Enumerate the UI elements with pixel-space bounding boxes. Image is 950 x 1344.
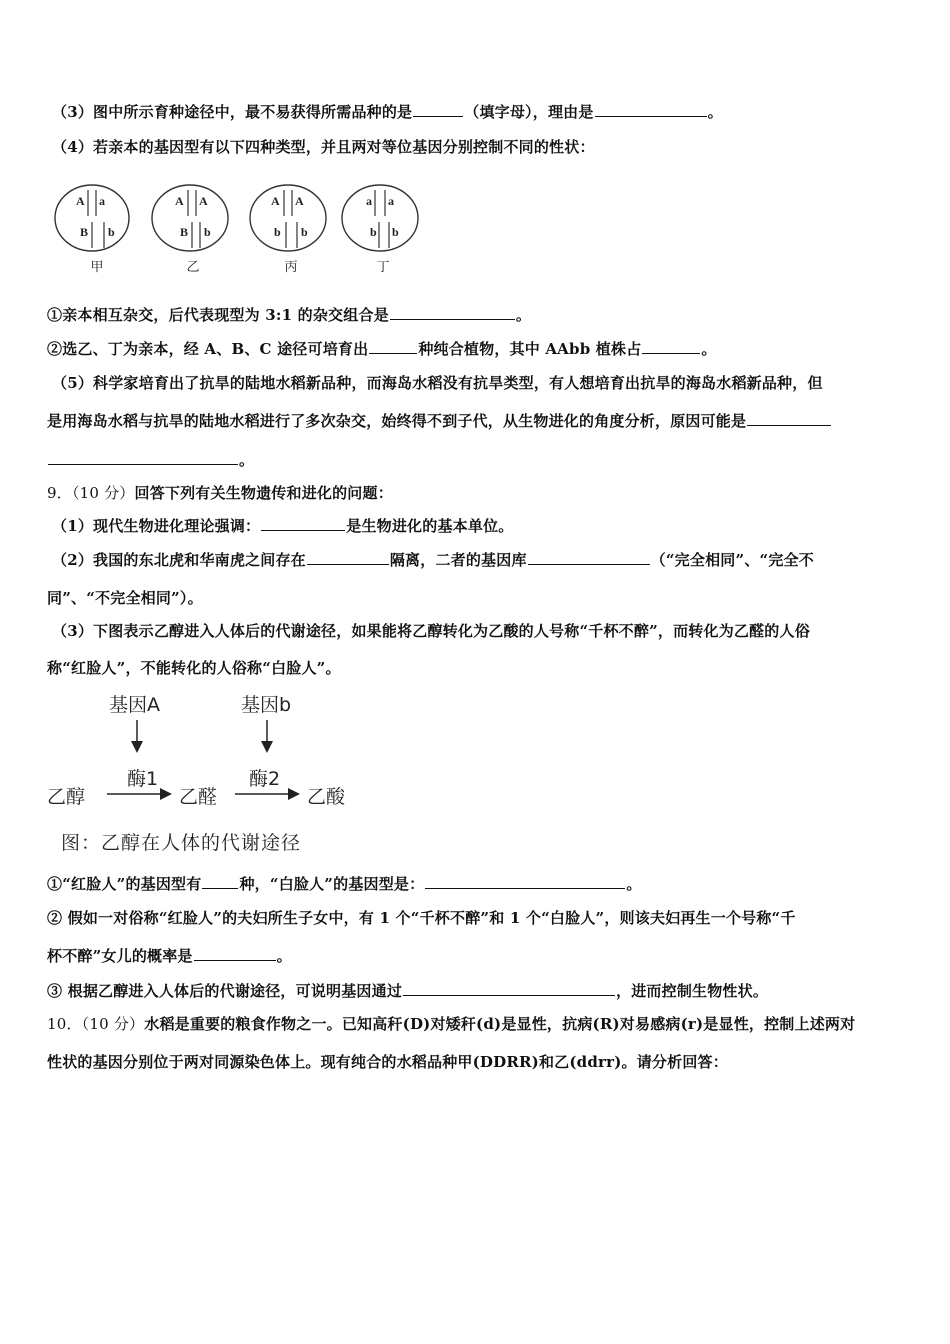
q9-part2-text: （2）我国的东北虎和华南虎之间存在 [52, 551, 306, 569]
cell-yi [148, 182, 238, 278]
answer-blank[interactable] [261, 516, 345, 531]
q8-sub1-text: ①亲本相互杂交，后代表现型为 3:1 的杂交组合是 [47, 306, 389, 324]
chromosome-cells-figure [52, 182, 432, 278]
cell-outline-icon [246, 182, 336, 258]
cell-label: 丙 [284, 260, 298, 275]
gene-a-label: 基因A [109, 694, 160, 716]
q8-part4: （4）若亲本的基因型有以下四种类型，并且两对等位基因分别控制不同的性状： [52, 138, 595, 156]
q9-sub2-text: 杯不醉”女儿的概率是 [47, 947, 193, 965]
q9-part2 [52, 550, 814, 570]
allele-label: b [274, 225, 281, 239]
cell-outline-icon [52, 182, 142, 258]
allele-label: A [76, 194, 85, 208]
allele-label: a [388, 194, 394, 208]
answer-blank[interactable] [413, 102, 463, 117]
q9-part2-text: （“完全相同”、“完全不 [650, 551, 814, 569]
q8-part3-text: （3）图中所示育种途径中，最不易获得所需品种的是 [52, 103, 413, 121]
allele-label: b [392, 225, 399, 239]
cell-jia [52, 182, 142, 278]
allele-label: A [175, 194, 184, 208]
question-number: 9．（10 分） [47, 484, 135, 502]
q9-sub2-line2 [47, 946, 292, 966]
allele-label: b [204, 225, 211, 239]
q8-part3-text: （填字母），理由是 [464, 103, 594, 121]
q10-text: 水稻是重要的粮食作物之一。已知高秆(D)对矮秆(d)是显性，抗病(R)对易感病(r)是显性，控制上述两对 [144, 1015, 856, 1033]
gene-b-label: 基因b [241, 694, 292, 716]
q9-sub3-text: ，进而控制生物性状。 [616, 982, 769, 1000]
answer-blank[interactable] [202, 874, 238, 889]
acetic-acid-label: 乙酸 [307, 786, 346, 808]
q9-part1-text: （1）现代生物进化理论强调： [52, 517, 261, 535]
q9-part1-text: 是生物进化的基本单位。 [346, 517, 514, 535]
allele-label: b [108, 225, 115, 239]
answer-blank[interactable] [390, 305, 515, 320]
cell-bing [246, 182, 336, 278]
q9-title: 回答下列有关生物遗传和进化的问题： [134, 484, 393, 502]
q8-part3-text: 。 [707, 103, 723, 121]
allele-label: B [80, 225, 89, 239]
q8-sub2-text: 。 [701, 340, 717, 358]
q9-header [47, 483, 393, 503]
cell-label: 丁 [376, 260, 390, 275]
answer-blank[interactable] [403, 981, 615, 996]
allele-label: a [99, 194, 105, 208]
q8-sub1-text: 。 [515, 306, 532, 324]
q8-sub2-text: ②选乙、丁为亲本，经 A、B、C 途径可培育出 [47, 340, 369, 358]
q9-sub2-text: 。 [276, 947, 292, 965]
cell-ding [338, 182, 428, 278]
acetaldehyde-label: 乙醛 [179, 786, 218, 808]
cell-outline-icon [338, 182, 428, 258]
answer-blank[interactable] [528, 550, 650, 565]
cell-outline-icon [148, 182, 238, 258]
figure-caption: 图：乙醇在人体的代谢途径 [61, 832, 302, 854]
enzyme-1-label: 酶1 [127, 768, 159, 790]
q8-part5-line3 [47, 450, 254, 470]
answer-blank[interactable] [747, 411, 831, 426]
allele-label: B [180, 225, 189, 239]
q9-sub1 [47, 874, 642, 894]
q8-sub2 [47, 339, 717, 359]
ethanol-label: 乙醇 [47, 786, 86, 808]
allele-label: A [295, 194, 304, 208]
enzyme-2-label: 酶2 [249, 768, 281, 790]
answer-blank[interactable] [425, 874, 625, 889]
q9-part3-line1: （3）下图表示乙醇进入人体后的代谢途径，如果能将乙醇转化为乙酸的人号称“千杯不醉”，而转化为乙醛的人俗 [52, 622, 810, 640]
answer-blank[interactable] [595, 102, 707, 117]
q9-sub1-text: 。 [626, 875, 642, 893]
allele-label: A [199, 194, 208, 208]
answer-blank[interactable] [194, 946, 276, 961]
q9-sub2-line1: ② 假如一对俗称“红脸人”的夫妇所生子女中，有 1 个“千杯不醉”和 1 个“白脸人”，则该夫妇再生一个号称“千 [47, 909, 796, 927]
answer-blank[interactable] [642, 339, 700, 354]
q9-part3-line2: 称“红脸人”，不能转化的人俗称“白脸人”。 [47, 659, 341, 677]
cell-label: 甲 [90, 260, 104, 275]
q9-sub3 [47, 981, 768, 1001]
q8-part5-text: 是用海岛水稻与抗旱的陆地水稻进行了多次杂交，始终得不到子代，从生物进化的角度分析，原因可能是 [47, 412, 747, 430]
ethanol-pathway-figure [45, 688, 365, 858]
q10-line2: 性状的基因分别位于两对同源染色体上。现有纯合的水稻品种甲(DDRR)和乙(ddrr)。请分析回答： [47, 1053, 728, 1071]
q9-sub3-text: ③ 根据乙醇进入人体后的代谢途径，可说明基因通过 [47, 982, 403, 1000]
q9-part2-text: 隔离，二者的基因库 [389, 551, 527, 569]
question-number: 10．（10 分） [47, 1015, 145, 1033]
q9-part2-line2: 同”、“不完全相同”）。 [47, 589, 203, 607]
q10-line1 [47, 1014, 855, 1034]
allele-label: b [370, 225, 377, 239]
q9-part1 [52, 516, 513, 536]
allele-label: b [301, 225, 308, 239]
allele-label: a [366, 194, 372, 208]
q9-sub1-text: 种，“白脸人”的基因型是： [239, 875, 425, 893]
q8-part3 [52, 102, 723, 122]
q8-sub2-text: 种纯合植物，其中 AAbb 植株占 [418, 340, 642, 358]
q8-part5-line1: （5）科学家培育出了抗旱的陆地水稻新品种，而海岛水稻没有抗旱类型，有人想培育出抗旱的海岛水稻新品种，但 [52, 374, 823, 392]
answer-blank[interactable] [48, 450, 238, 465]
q8-part5-line2 [47, 411, 832, 431]
cell-label: 乙 [186, 260, 200, 275]
answer-blank[interactable] [307, 550, 389, 565]
q9-sub1-text: ①“红脸人”的基因型有 [47, 875, 202, 893]
allele-label: A [271, 194, 280, 208]
answer-blank[interactable] [369, 339, 417, 354]
q8-sub1 [47, 305, 531, 325]
q8-part5-text: 。 [239, 451, 255, 469]
